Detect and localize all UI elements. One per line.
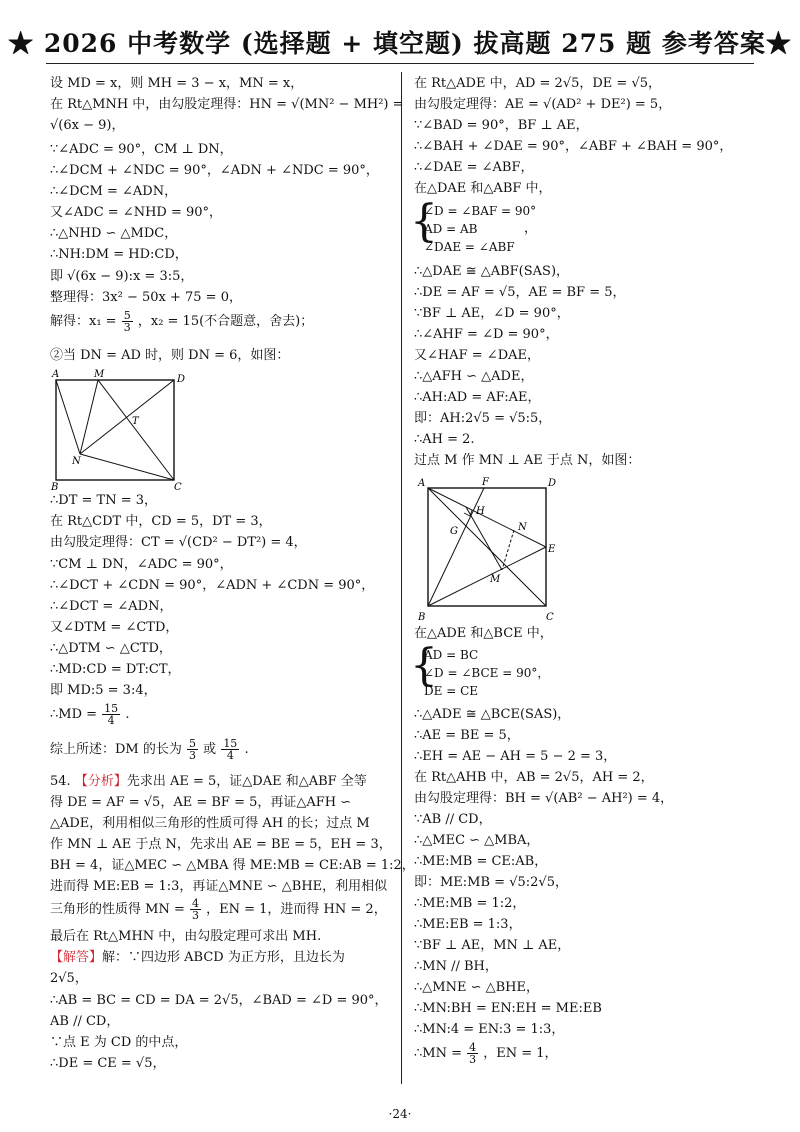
text-line: ∴∠BAH + ∠DAE = 90°，∠ABF + ∠BAH = 90°， [414,139,733,154]
segment-dn [80,380,174,454]
text-line: 2√5， [50,971,88,986]
text-line: 即：AH:2√5 = √5:5， [414,411,552,426]
text-line: 在 Rt△MNH 中，由勾股定理得：HN = √(MN² − MH²) = [50,97,404,112]
text-line: ∴DT = TN = 3， [50,493,157,508]
text-line: ∴ME:MB = 1:2， [414,896,526,911]
text-line: ∴△MNE ∽ △BHE， [414,980,539,995]
condition-line: ∠D = ∠BCE = 90°， [424,666,550,680]
numerator: 15 [104,702,119,715]
text-line: ∵点 E 为 CD 的中点， [50,1035,188,1050]
text-line: ∴∠AHF = ∠D = 90°， [414,327,559,342]
label-d: D [548,478,557,489]
text-segment: ，EN = 1，进而得 HN = 2， [206,902,387,917]
text-segment: ∴MN = [414,1046,462,1061]
denominator: 3 [469,1053,477,1066]
fraction [467,1042,478,1065]
text-line: AB // CD， [50,1014,120,1029]
numerator: 5 [189,737,197,750]
text-segment: 解：∵四边形 ABCD 为正方形，且边长为 [102,950,345,965]
text-line: 过点 M 作 MN ⊥ AE 于点 N，如图： [414,453,641,468]
text-segment: . [244,742,249,757]
text-line [50,738,249,762]
text-line: 由勾股定理得：CT = √(CD² − DT²) = 4， [50,535,307,550]
text-line: 即 √(6x − 9):x = 3:5， [50,269,194,284]
text-line [50,898,387,922]
fraction [122,310,133,333]
text-line: 得 DE = AF = √5，AE = BF = 5，再证△AFH ∽ [50,795,352,810]
figure-square-abcd [414,474,564,622]
text-line: ∴ME:EB = 1:3， [414,917,522,932]
figure-rectangle-abcd [50,368,190,492]
numerator: 4 [191,897,199,910]
denominator: 4 [107,714,115,727]
label-g: G [450,526,458,537]
text-segment: 或 [203,742,217,757]
solution-tag: 【解答】 [50,950,103,965]
text-line: ∴MN:4 = EN:3 = 1:3， [414,1022,565,1037]
text-line: ∴MD:CD = DT:CT， [50,662,181,677]
label-m: M [94,369,105,380]
text-segment: 先求出 AE = 5，证△DAE 和△ABF 全等 [126,774,367,789]
label-d: D [177,374,186,385]
text-line: √(6x − 9)， [50,118,125,133]
text-line: ∴△MEC ∽ △MBA， [414,833,540,848]
text-line: 由勾股定理得：AE = √(AD² + DE²) = 5， [414,97,672,112]
page-title: ★ 2026 中考数学 (选择题 + 填空题) 拔高题 275 题 参考答案★ [8,29,792,58]
header-divider [46,63,754,64]
segment-ae [428,488,546,547]
text-line: ∵CM ⊥ DN，∠ADC = 90°， [50,557,233,572]
text-line [50,950,345,966]
text-line: ∴MN:BH = EN:EH = ME:EB [414,1001,602,1016]
text-line: ∴EH = AE − AH = 5 − 2 = 3， [414,749,617,764]
segment-mn [80,380,98,454]
text-line: 在 Rt△CDT 中，CD = 5，DT = 3， [50,514,272,529]
text-line: 整理得：3x² − 50x + 75 = 0， [50,290,242,305]
text-line: ∴DE = AF = √5，AE = BF = 5， [414,285,626,300]
segment-be [428,547,546,606]
text-line: ∴∠DCM = ∠ADN， [50,184,178,199]
label-t: T [132,416,139,427]
text-line: 即：ME:MB = √5:2√5， [414,875,568,890]
text-line: ∴MN // BH， [414,959,498,974]
text-segment: 综上所述：DM 的长为 [50,742,182,757]
condition-line: AD = BC [424,648,479,662]
label-e: E [548,544,556,555]
page-number: ·24· [388,1107,412,1121]
text-line: ∵BF ⊥ AE，∠D = 90°， [414,306,570,321]
label-m: M [490,574,501,585]
problem-number: 54. [50,774,71,789]
text-segment: ∴MD = [50,707,98,722]
text-line [50,703,129,727]
denominator: 3 [189,749,197,762]
text-line: ∴△ADE ≅ △BCE(SAS)， [414,707,571,722]
fraction [187,738,198,761]
text-line: ∵AB // CD， [414,812,492,827]
fraction [221,738,239,761]
text-segment: ，EN = 1， [483,1046,558,1061]
text-line: ∴∠DCT + ∠CDN = 90°，∠ADN + ∠CDN = 90°， [50,578,375,593]
condition-line: ∠DAE = ∠ABF [424,240,515,254]
text-line: ∵∠BAD = 90°，BF ⊥ AE， [414,118,589,133]
text-line: ∴∠DCM + ∠NDC = 90°，∠ADN + ∠NDC = 90°， [50,163,379,178]
text-line: ∴∠DAE = ∠ABF， [414,160,534,175]
text-line: 最后在 Rt△MHN 中，由勾股定理可求出 MH. [50,929,322,944]
text-line: ∴△DTM ∽ △CTD， [50,641,172,656]
label-b: B [51,482,59,492]
condition-line: DE = CE [424,684,479,698]
label-n: N [72,456,81,467]
text-line: 在 Rt△AHB 中，AB = 2√5，AH = 2， [414,770,654,785]
segment-an [56,380,80,454]
text-line: 由勾股定理得：BH = √(AB² − AH²) = 4， [414,791,674,806]
numerator: 5 [123,309,131,322]
segment-ac [428,488,546,606]
text-line: 即 MD:5 = 3:4， [50,683,157,698]
label-a: A [418,478,426,489]
text-line: 又∠DTM = ∠CTD， [50,620,179,635]
left-brace: { [410,640,438,691]
text-line: ∴△NHD ∽ △MDC， [50,226,178,241]
denominator: 3 [123,321,131,334]
text-line: ∴△AFH ∽ △ADE， [414,369,534,384]
text-line: ∴AE = BE = 5， [414,728,520,743]
segment-mc [98,380,174,480]
numerator: 4 [469,1041,477,1054]
text-line: BH = 4，证△MEC ∽ △MBA 得 ME:MB = CE:AB = 1:2， [50,858,415,873]
label-a: A [52,369,60,380]
text-line: 进而得 ME:EB = 1:3，再证△MNE ∽ △BHE，利用相似 [50,879,388,894]
condition-line: AD = AB [424,222,478,236]
text-segment: ， [524,221,538,236]
denominator: 3 [191,909,199,922]
segment-nc [80,454,174,480]
text-segment: 三角形的性质得 MN = [50,902,185,917]
text-line: 设 MD = x，则 MH = 3 − x，MN = x， [50,76,304,91]
text-line: 又∠HAF = ∠DAE， [414,348,540,363]
fraction [190,898,201,921]
text-line: ∴AH:AD = AF:AE， [414,390,541,405]
condition-line: ∠D = ∠BAF = 90° [424,204,537,218]
text-line: ∵BF ⊥ AE，MN ⊥ AE， [414,938,571,953]
text-line: ∴∠DCT = ∠ADN， [50,599,173,614]
text-line: △ADE，利用相似三角形的性质可得 AH 的长；过点 M [50,816,370,831]
text-line: 又∠ADC = ∠NHD = 90°， [50,205,223,220]
text-line: ∵∠ADC = 90°，CM ⊥ DN， [50,142,233,157]
analysis-tag: 【分析】 [74,774,127,789]
text-line [50,774,367,790]
text-line [50,310,313,334]
text-segment: 解得：x₁ = [50,314,117,329]
text-line: ②当 DN = AD 时，则 DN = 6，如图： [50,348,290,363]
text-line: ∴AH = 2. [414,432,475,447]
text-line: ∴ME:MB = CE:AB， [414,854,548,869]
left-brace: { [410,196,438,247]
text-line: ∴△DAE ≅ △ABF(SAS)， [414,264,570,279]
text-line [414,1042,558,1066]
label-c: C [546,612,554,622]
text-line: 作 MN ⊥ AE 于点 N，先求出 AE = BE = 5，EH = 3， [50,837,392,852]
column-divider [401,72,402,1084]
label-h: H [476,506,485,517]
text-line: 在△ADE 和△BCE 中， [414,626,553,641]
text-line: ∴DE = CE = √5， [50,1056,166,1071]
label-n: N [518,522,527,533]
numerator: 15 [223,737,238,750]
text-segment: ，x₂ = 15(不合题意，舍去)； [137,314,314,329]
text-line: 在△DAE 和△ABF 中， [414,181,552,196]
label-c: C [174,482,182,492]
text-line: ∴AB = BC = CD = DA = 2√5，∠BAD = ∠D = 90°， [50,993,388,1008]
page-header [0,0,800,62]
denominator: 4 [226,749,234,762]
text-line: ∴NH:DM = HD:CD， [50,247,188,262]
label-f: F [482,477,489,488]
label-b: B [418,612,426,622]
text-segment: . [125,707,130,722]
text-line: 在 Rt△ADE 中，AD = 2√5，DE = √5， [414,76,661,91]
fraction [102,703,120,726]
